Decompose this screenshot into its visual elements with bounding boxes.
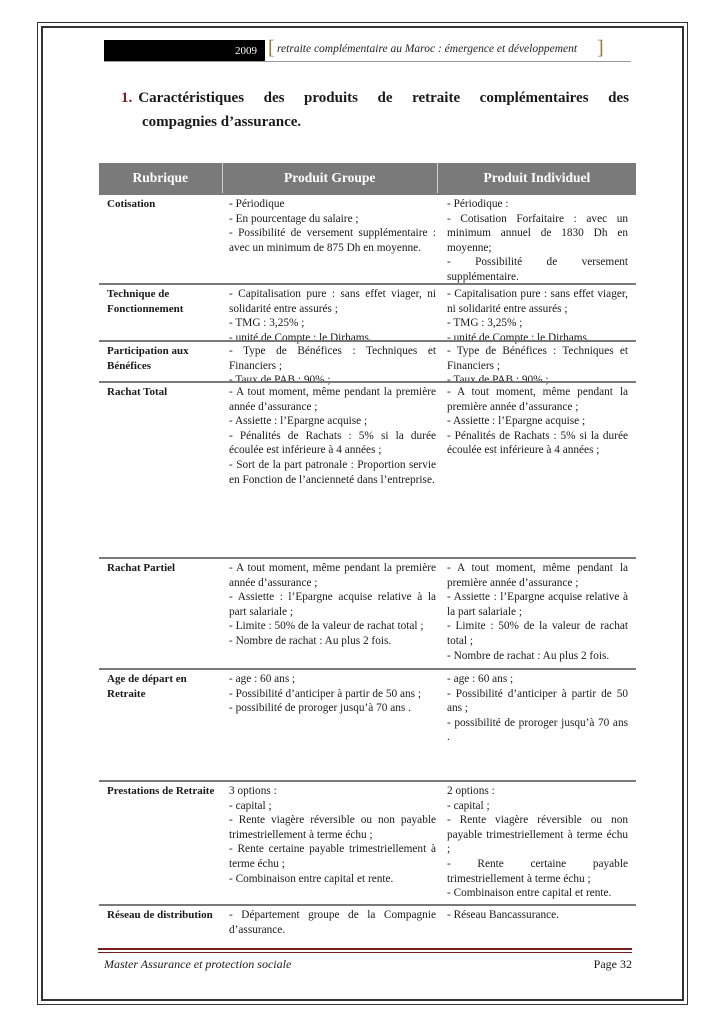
section-title-word-3: produits [304,90,358,106]
table-row [99,668,636,782]
cell-groupe: - A tout moment, même pendant la première année d’assurance ; - Assiette : l’Epargne acquise ; - Pénalités de Rachats : 5% si la durée écoulée est inférieure à 4 années ; - Sort de la part patronale : Proportion servie en Fonction de l’ancienneté dans l’entreprise. [229,386,436,486]
cell-groupe: - A tout moment, même pendant la première année d’assurance ; - Assiette : l’Epargne acquise relative à la part salariale ; - Limite : 50% de la valeur de rachat total ; - Nombre de rachat : Au plus 2 fois. [229,562,436,647]
header-year: 2009 [104,40,265,61]
section-title-word-6: complémentaires [479,90,589,106]
cell-groupe: - Département groupe de la Compagnie d’assurance. [229,909,436,936]
table-row [99,904,636,942]
cell-groupe: - Périodique - En pourcentage du salaire ; - Possibilité de versement supplémentaire : avec un minimum de 875 Dh en moyenne. [229,198,436,254]
section-title-word-1: 1. Caractéristiques [121,90,245,106]
section-title-word-7: des [608,90,629,106]
section-number: 1. [121,90,133,106]
table-row [99,381,636,559]
header-bracket-open: [ [268,37,275,59]
header-title: retraite complémentaire au Maroc : émergence et développement [277,43,578,55]
footer-rule-thin [98,952,632,953]
header-bracket-close: ] [597,37,604,59]
cell-rubrique: Réseau de distribution [107,909,213,921]
header-divider [104,61,631,62]
cell-groupe: - Type de Bénéfices : Techniques et Financiers ; - Taux de PAB : 90% ; [229,345,436,387]
footer-program-name: Master Assurance et protection sociale [104,957,292,971]
section-title-word-4: de [377,90,393,106]
cell-groupe: - Capitalisation pure : sans effet viager, ni solidarité entre assurés ; - TMG : 3,25% ; - unité de Compte : le Dirhams. [229,288,436,344]
table-row [99,283,636,342]
footer-rule-thick [98,948,632,950]
table-row [99,340,636,387]
cell-individuel: - Périodique : - Cotisation Forfaitaire : avec un minimum annuel de 1830 Dh en moyenne; - Possibilité de versement supplémentaire. [447,198,628,283]
column-header-rubrique: Rubrique [132,170,189,185]
section-title-word-2: des [263,90,285,106]
cell-rubrique: Prestations de Retraite [107,785,215,797]
column-header-produit-individuel: Produit Individuel [483,170,591,185]
cell-rubrique: Participation aux Bénéfices [107,345,189,372]
table-row [99,193,636,285]
section-title-word-5: retraite [412,90,461,106]
section-title [121,86,629,134]
cell-groupe: - age : 60 ans ; - Possibilité d’anticiper à partir de 50 ans ; - possibilité de proroger jusqu’à 70 ans . [229,673,421,715]
cell-rubrique: Rachat Total [107,386,168,398]
cell-rubrique: Rachat Partiel [107,562,176,574]
table-row [99,780,636,906]
section-title-line-1 [121,86,629,110]
cell-rubrique: Age de départ en Retraite [107,673,187,700]
cell-individuel: 2 options : - capital ; - Rente viagère réversible ou non payable trimestriellement à terme échu ; - Rente certaine payable trimestriellement à terme échu ; - Combinaison entre capital et rente. [447,785,628,900]
cell-groupe: 3 options : - capital ; - Rente viagère réversible ou non payable trimestriellement à terme échu ; - Rente certaine payable trimestriellement à terme échu ; - Combinaison entre capital et rente. [229,785,436,885]
table-header [99,163,636,193]
cell-individuel: - age : 60 ans ; - Possibilité d’anticiper à partir de 50 ans ; - possibilité de proroger jusqu’à 70 ans . [447,673,628,744]
cell-individuel: - Réseau Bancassurance. [447,909,559,921]
cell-rubrique: Technique de Fonctionnement [107,288,184,315]
section-title-line-2: compagnies d’assurance. [142,114,302,130]
cell-individuel: - Capitalisation pure : sans effet viager, ni solidarité entre assurés ; - TMG : 3,25% ; - unité de Compte : le Dirhams. [447,288,628,344]
column-header-produit-groupe: Produit Groupe [222,163,438,193]
cell-individuel: - A tout moment, même pendant la première année d’assurance ; - Assiette : l’Epargne acquise relative à la part salariale ; - Limite : 50% de la valeur de rachat total ; - Nombre de rachat : Au plus 2 fois. [447,562,628,662]
cell-individuel: - A tout moment, même pendant la première année d’assurance ; - Assiette : l’Epargne acquise ; - Pénalités de Rachats : 5% si la durée écoulée est inférieure à 4 années ; [447,386,628,457]
footer-page-number: Page 32 [593,957,632,971]
cell-individuel: - Type de Bénéfices : Techniques et Financiers ; - Taux de PAB : 90% ; [447,345,628,387]
table-row [99,557,636,670]
cell-rubrique: Cotisation [107,198,156,210]
